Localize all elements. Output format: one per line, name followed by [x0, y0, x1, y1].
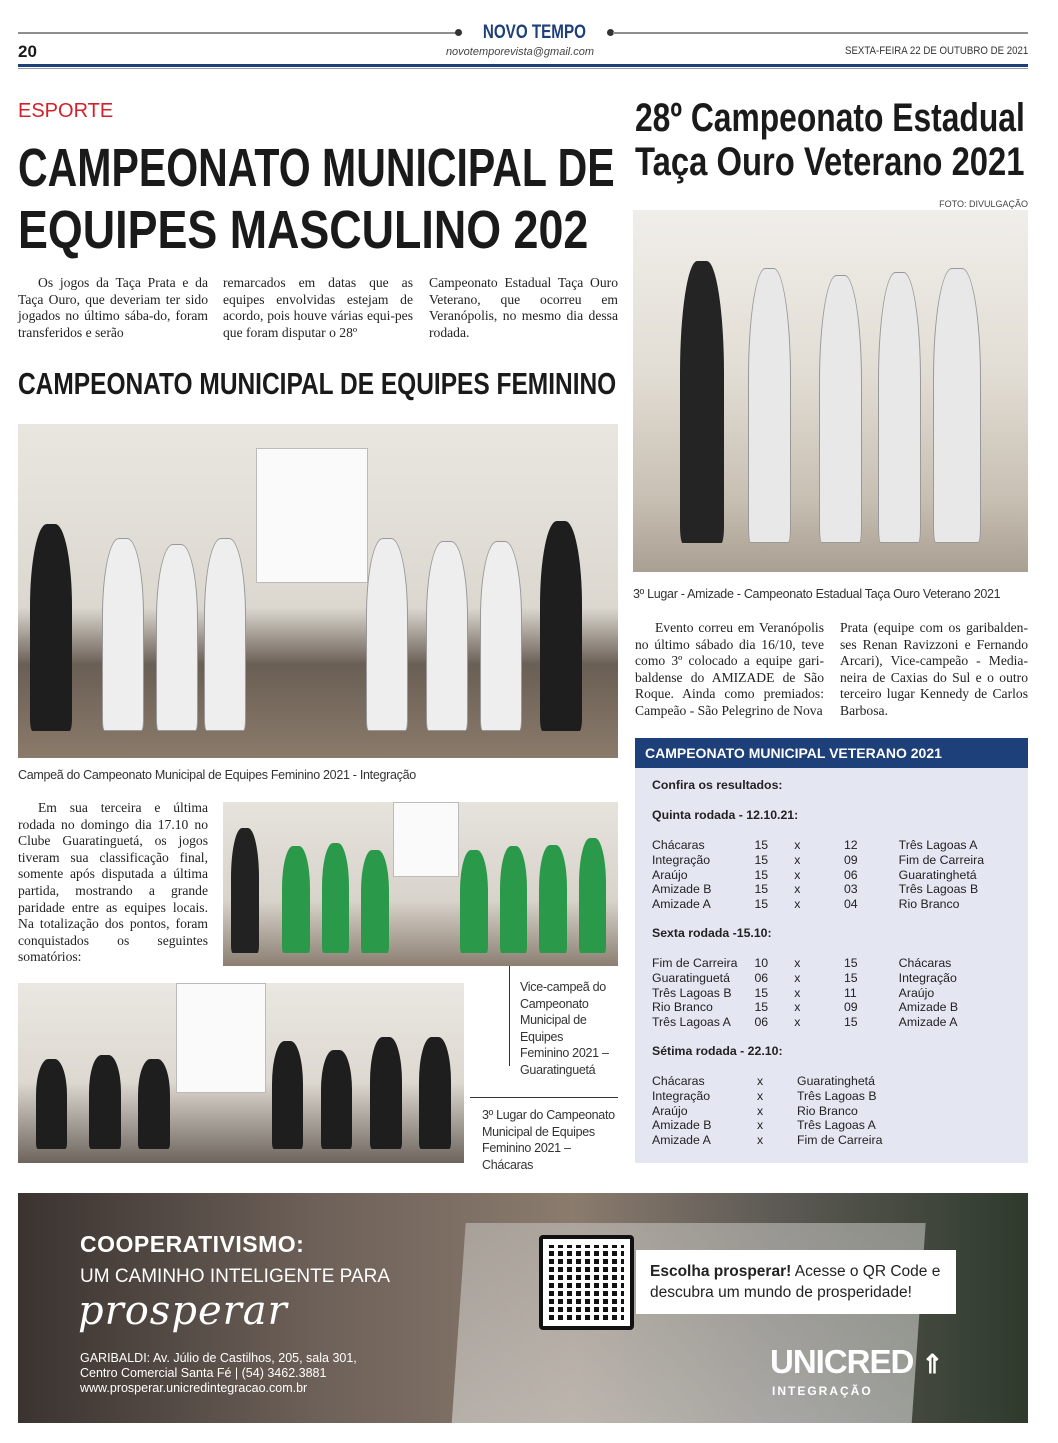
header-dot	[455, 29, 462, 36]
home-score: 10	[754, 955, 769, 970]
caption-divider	[470, 1097, 618, 1098]
home-team: Integração	[652, 852, 711, 867]
match-row	[652, 1089, 1028, 1104]
match-row	[652, 1074, 1028, 1089]
home-score: 15	[754, 985, 769, 1000]
home-score: 06	[754, 970, 769, 985]
home-team: Três Lagoas B	[652, 985, 732, 1000]
ad-subtitle: UM CAMINHO INTELIGENTE PARA	[80, 1266, 391, 1287]
away-team: Três Lagoas A	[898, 838, 978, 852]
home-team: Amizade B	[652, 1118, 712, 1133]
paper-name: NOVO TEMPO	[482, 22, 586, 43]
away-team: Guaratinghetá	[898, 867, 977, 882]
match-row	[652, 971, 1028, 986]
match-row	[652, 853, 1028, 868]
unicred-sub: INTEGRAÇÃO	[772, 1384, 873, 1398]
home-team: Amizade B	[652, 882, 712, 897]
versus: x	[794, 955, 801, 970]
ad-script: prosperar	[78, 1288, 288, 1334]
veterano-title: CAMPEONATO MUNICIPAL VETERANO 2021	[635, 738, 1028, 768]
match-row	[652, 882, 1028, 897]
ad-address: GARIBALDI: Av. Júlio de Castilhos, 205, sala 301, Centro Comercial Santa Fé | (54) 3462.3881 www.prosperar.unicredintegracao.com.br	[80, 1351, 357, 1395]
home-score: 15	[754, 882, 769, 897]
away-team: Integração	[898, 970, 957, 985]
header-date: SEXTA-FEIRA 22 DE OUTUBRO DE 2021	[844, 45, 1028, 57]
main-headline: CAMPEONATO MUNICIPAL DE EQUIPES MASCULINO 202	[18, 138, 615, 260]
veterano-results-box	[635, 738, 1028, 1163]
home-score: 15	[754, 1000, 769, 1015]
versus: x	[794, 882, 801, 897]
away-team: Três Lagoas B	[797, 1088, 877, 1103]
away-team: Três Lagoas B	[898, 882, 979, 897]
page-number: 20	[18, 42, 37, 61]
home-score: 15	[754, 867, 769, 882]
home-team: Fim de Carreira	[652, 955, 738, 970]
away-team: Araújo	[898, 985, 935, 1000]
home-team: Araújo	[652, 867, 688, 882]
home-team: Amizade A	[652, 897, 711, 912]
header-email: novotemporevista@gmail.com	[445, 46, 595, 58]
home-team: Chácaras	[652, 838, 705, 852]
home-score: 15	[754, 838, 769, 852]
versus: x	[757, 1103, 764, 1118]
away-team: Fim de Carreira	[898, 852, 985, 867]
ad-cta: Escolha prosperar! Acesse o QR Code e descubra um mundo de prosperidade!	[636, 1250, 956, 1314]
match-row	[652, 838, 1028, 853]
estadual-body-col2: Prata (equipe com os garibalden-ses Renan Ravizzoni e Fernando Arcari), Vice-campeão - Media-neira de Caxias do Sul e o outro terceiro lugar Kennedy de Carlos Barbosa.	[840, 620, 1028, 718]
ad-title: COOPERATIVISMO:	[80, 1231, 305, 1257]
photo-credit: FOTO: DIVULGAÇÃO	[939, 199, 1028, 209]
away-score: 12	[843, 838, 858, 852]
home-team: Amizade A	[652, 1133, 711, 1148]
versus: x	[794, 867, 801, 882]
home-team: Guaratinguetá	[652, 970, 730, 985]
match-row	[652, 868, 1028, 883]
versus: x	[757, 1073, 764, 1088]
photo-terceiro-chacaras	[18, 983, 464, 1163]
estadual-body-col1: Evento correu em Veranópolis no último sábado dia 16/10, teve como 3º colocado a equipe gari-baldense do AMIZADE de São Roque. Ainda como premiados: Campeão - São Pelegrino de Nova	[635, 620, 824, 718]
caption-divider	[509, 966, 510, 1066]
away-score: 09	[843, 852, 858, 867]
section-label: ESPORTE	[18, 100, 114, 122]
away-team: Amizade A	[898, 1015, 958, 1030]
estadual-headline: 28º Campeonato Estadual Taça Ouro Veterano 2021	[635, 96, 1025, 184]
match-row	[652, 1015, 1028, 1030]
match-row	[652, 986, 1028, 1001]
match-row	[652, 1104, 1028, 1119]
match-row	[652, 1133, 1028, 1148]
unicred-logo: UNICRED ⇑	[770, 1343, 943, 1380]
versus: x	[794, 985, 801, 1000]
main-body-col3: Campeonato Estadual Taça Ouro Veterano, que ocorreu em Veranópolis, no mesmo dia dessa rodada.	[429, 275, 618, 340]
away-score: 15	[843, 955, 858, 970]
away-team: Três Lagoas A	[797, 1118, 876, 1133]
versus: x	[794, 970, 801, 985]
versus: x	[794, 852, 801, 867]
match-row	[652, 1000, 1028, 1015]
round-title: Sétima rodada - 22.10:	[652, 1043, 783, 1058]
home-team: Araújo	[652, 1103, 688, 1118]
round-title: Quinta rodada - 12.10.21:	[652, 808, 799, 822]
away-team: Chácaras	[898, 955, 952, 970]
versus: x	[757, 1118, 764, 1133]
qr-code-icon[interactable]	[539, 1235, 634, 1330]
home-team: Rio Branco	[652, 1000, 713, 1015]
away-score: 11	[843, 985, 857, 1000]
caption-campea: Campeã do Campeonato Municipal de Equipes Feminino 2021 - Integração	[18, 768, 416, 782]
versus: x	[794, 1015, 801, 1030]
caption-terceiro: 3º Lugar do Campeonato Municipal de Equipes Feminino 2021 – Chácaras	[482, 1108, 615, 1172]
away-team: Rio Branco	[797, 1103, 858, 1118]
away-score: 04	[843, 897, 858, 912]
header-rule-thin	[18, 68, 1028, 69]
photo-vice-guaratingueta	[223, 802, 618, 966]
away-score: 06	[843, 867, 858, 882]
home-score: 15	[754, 852, 769, 867]
match-row	[652, 956, 1028, 971]
home-team: Chácaras	[652, 1073, 705, 1088]
feminino-body: Em sua terceira e última rodada no domingo dia 17.10 no Clube Guaratinguetá, os jogos tiveram sua classificação final, somente após disputada a última partida, mostrando a grande paridade entre as equipes locais. Na totalização dos pontos, foram conquistados os seguintes somatórios:	[18, 800, 208, 965]
versus: x	[757, 1133, 764, 1148]
home-score: 06	[754, 1015, 769, 1030]
versus: x	[794, 838, 801, 852]
caption-estadual: 3º Lugar - Amizade - Campeonato Estadual Taça Ouro Veterano 2021	[633, 587, 1001, 601]
home-score: 15	[754, 897, 769, 912]
banner	[256, 448, 368, 583]
versus: x	[794, 1000, 801, 1015]
feminino-headline: CAMPEONATO MUNICIPAL DE EQUIPES FEMININO	[18, 366, 617, 401]
away-team: Rio Branco	[898, 897, 960, 912]
photo-campea-integracao	[18, 424, 618, 758]
away-team: Guaratinghetá	[797, 1073, 875, 1088]
veterano-intro: Confira os resultados:	[652, 778, 783, 792]
header-double-rule	[18, 64, 1028, 67]
match-row	[652, 897, 1028, 912]
away-score: 15	[843, 1015, 858, 1030]
header-rule-left	[18, 32, 456, 34]
away-score: 15	[843, 970, 858, 985]
home-team: Integração	[652, 1088, 711, 1103]
main-body-col2: remarcados em datas que as equipes envolvidas estejam de acordo, pois houve várias equi-pes que foram disputar o 28º	[223, 275, 413, 340]
away-team: Fim de Carreira	[797, 1133, 883, 1148]
main-body-col1: Os jogos da Taça Prata e da Taça Ouro, que deveriam ter sido jogados no último sába-do, foram transferidos e serão	[18, 275, 208, 340]
header-rule-right	[613, 32, 1028, 34]
home-team: Três Lagoas A	[652, 1015, 731, 1030]
ad-website-link[interactable]: www.prosperar.unicredintegracao.com.br	[80, 1381, 308, 1395]
versus: x	[794, 897, 801, 912]
match-row	[652, 1118, 1028, 1133]
photo-amizade-estadual	[633, 210, 1028, 572]
caption-vice: Vice-campeã do Campeonato Municipal de Equipes Feminino 2021 – Guaratinguetá	[520, 980, 609, 1077]
away-team: Amizade B	[898, 1000, 959, 1015]
away-score: 09	[843, 1000, 858, 1015]
away-score: 03	[843, 882, 858, 897]
round-title: Sexta rodada -15.10:	[652, 925, 772, 940]
ad-unicred	[18, 1193, 1028, 1423]
versus: x	[757, 1088, 764, 1103]
